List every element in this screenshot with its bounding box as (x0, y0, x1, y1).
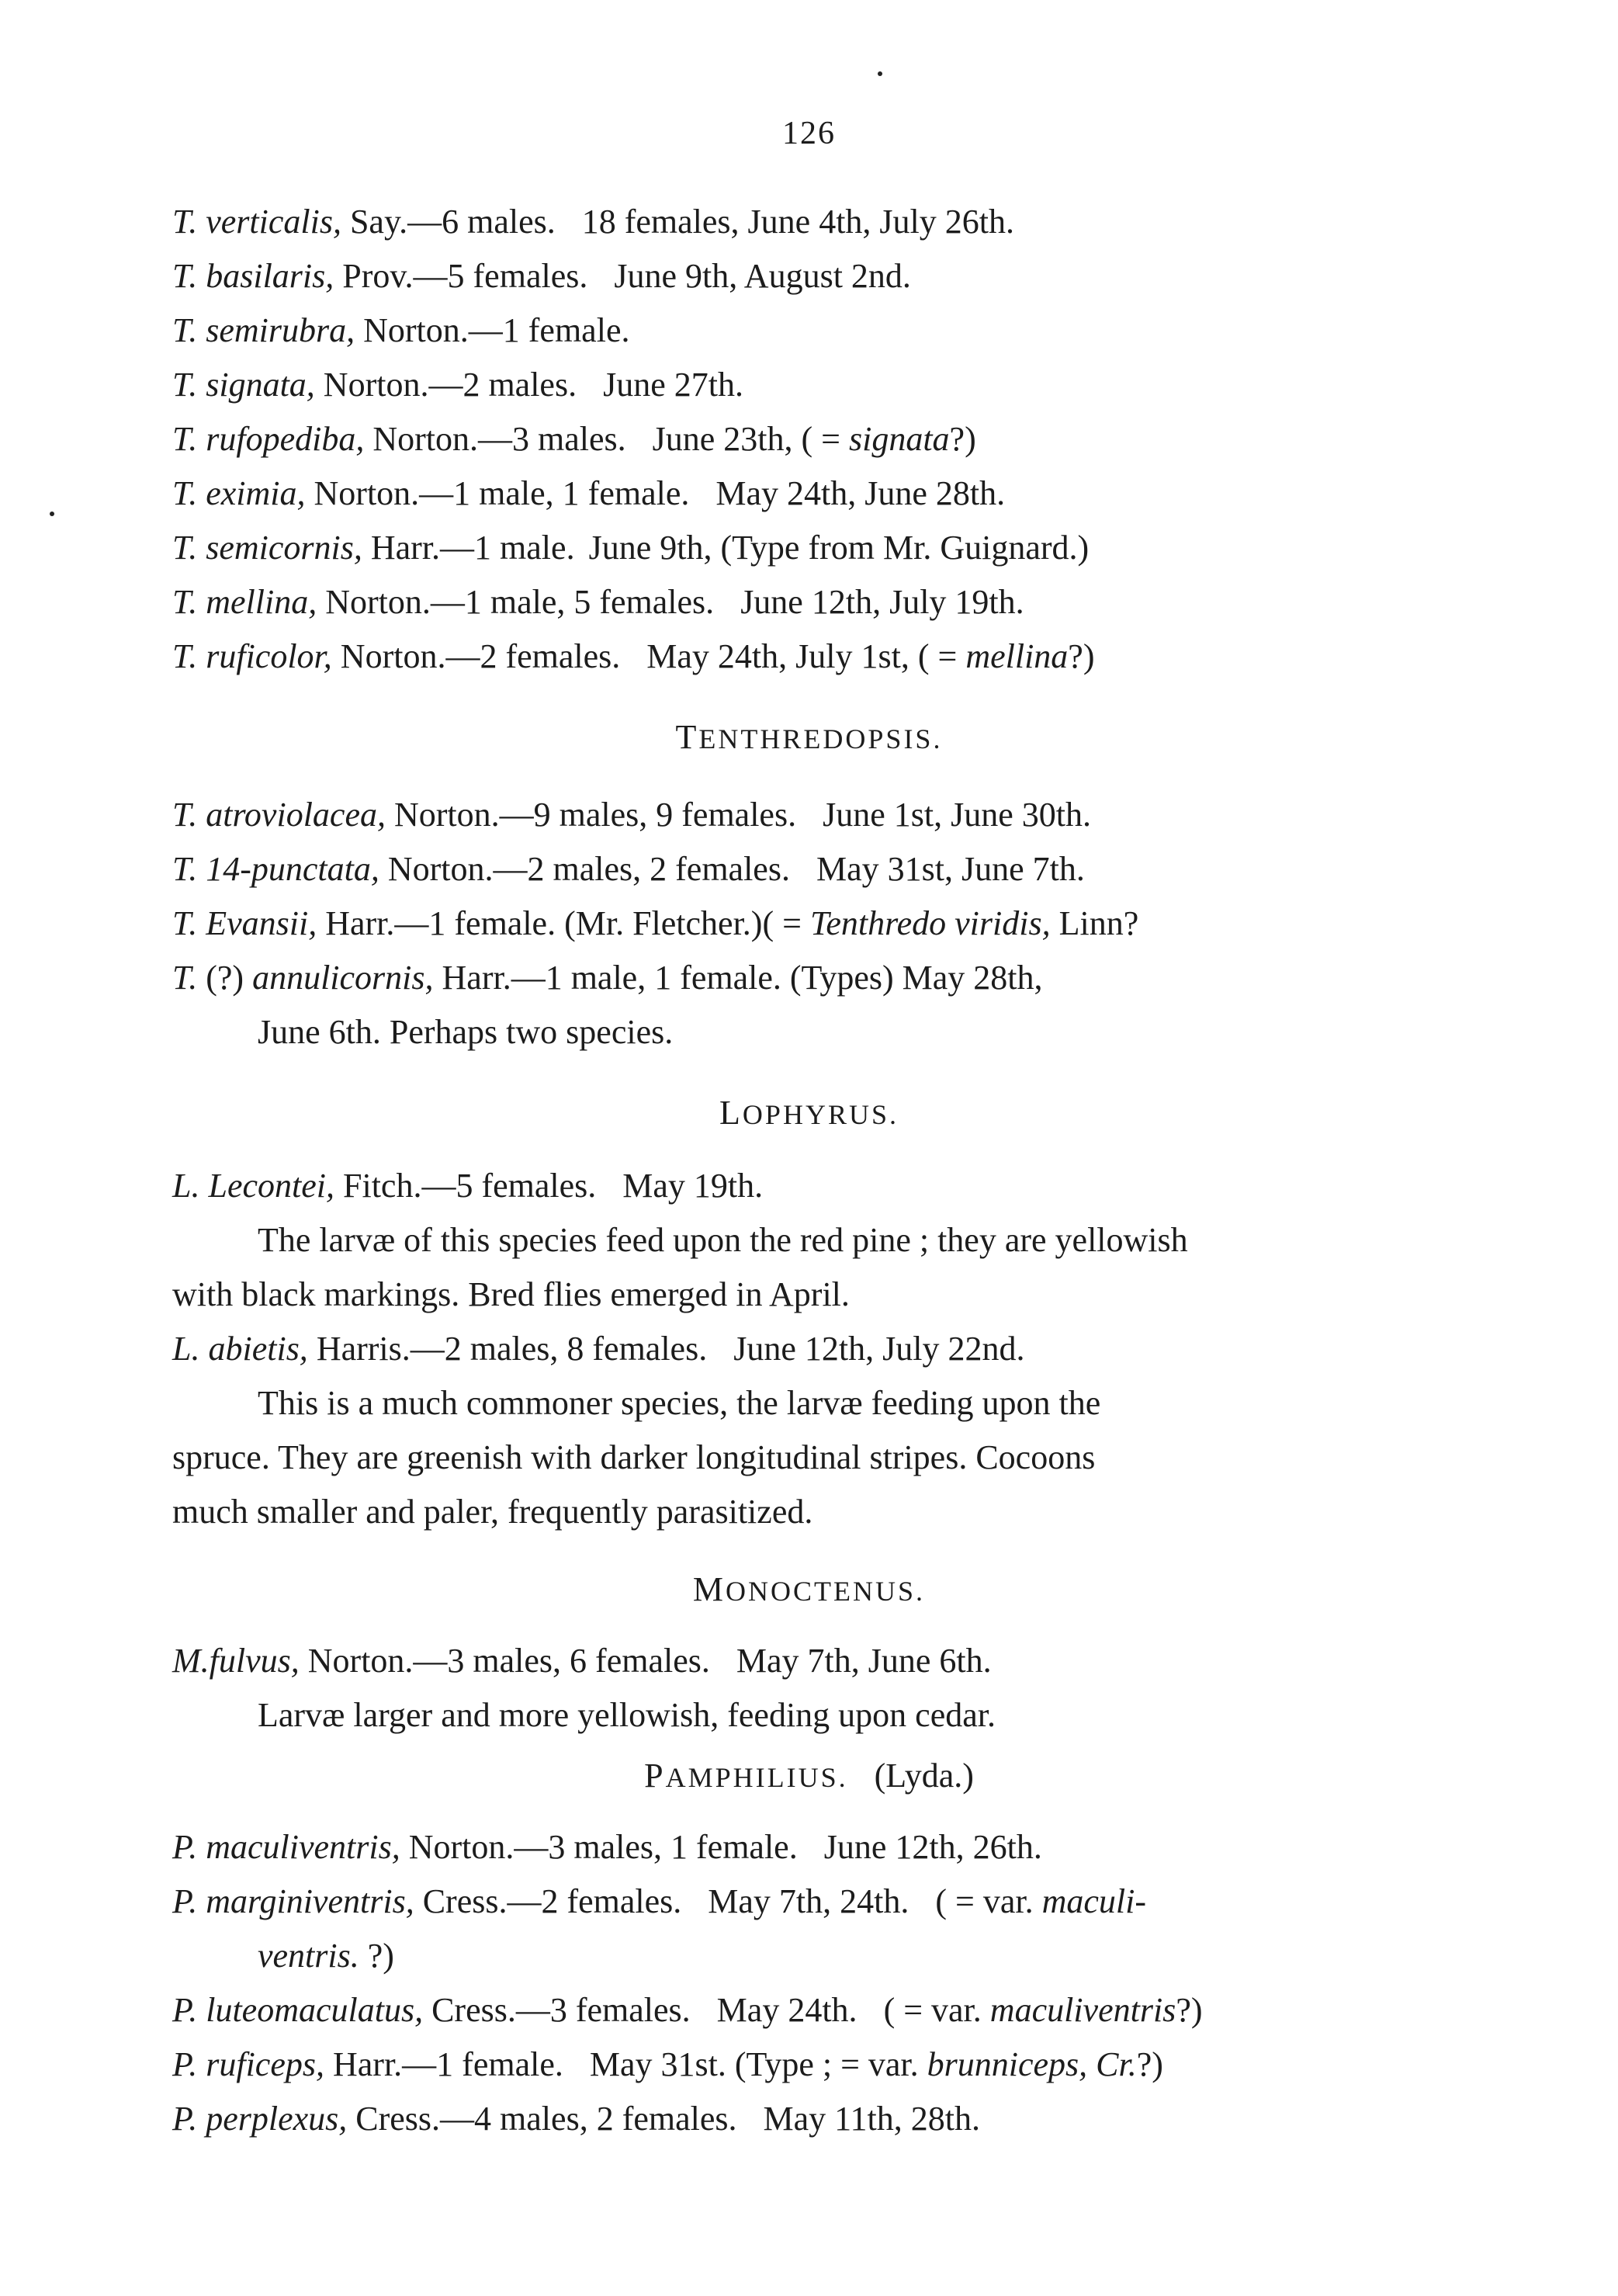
page-number: 126 (782, 116, 836, 151)
list-item: T. rufopediba, Norton.—3 males. June 23th, ( = signata?) (172, 420, 976, 458)
list-item: P. marginiventris, Cress.—2 females. May 7th, 24th. ( = var. maculi- (172, 1882, 1147, 1920)
paragraph-line: much smaller and paler, frequently parasitized. (172, 1493, 813, 1531)
list-item: T. signata, Norton.—2 males. June 27th. (172, 366, 743, 404)
paragraph-line: spruce. They are greenish with darker longitudinal stripes. Cocoons (172, 1438, 1096, 1476)
list-item: T. basilaris, Prov.—5 females. June 9th, August 2nd. (172, 257, 911, 295)
list-item: P. maculiventris, Norton.—3 males, 1 female. June 12th, 26th. (172, 1828, 1042, 1866)
continuation-line: ventris. ?) (258, 1937, 394, 1975)
list-item: T. semicornis, Harr.—1 male. June 9th, (Type from Mr. Guignard.) (172, 529, 1090, 567)
print-speck (878, 71, 882, 76)
paragraph-line: with black markings. Bred flies emerged in April. (172, 1275, 850, 1313)
list-item: P. perplexus, Cress.—4 males, 2 females. May 11th, 28th. (172, 2100, 980, 2138)
list-item: M.fulvus, Norton.—3 males, 6 females. May 7th, June 6th. (172, 1642, 992, 1680)
paragraph-line: The larvæ of this species feed upon the red pine ; they are yellowish (258, 1221, 1188, 1259)
list-item: T. eximia, Norton.—1 male, 1 female. May 24th, June 28th. (172, 474, 1006, 512)
paragraph-line: Larvæ larger and more yellowish, feeding upon cedar. (258, 1696, 996, 1734)
list-item: T. mellina, Norton.—1 male, 5 females. June 12th, July 19th. (172, 583, 1024, 621)
section-heading-monoctenus: MONOCTENUS. (692, 1570, 926, 1608)
print-speck (50, 512, 54, 516)
section-heading-lophyrus: LOPHYRUS. (719, 1094, 899, 1132)
list-item: T. (?) annulicornis, Harr.—1 male, 1 female. (Types) May 28th, (172, 959, 1043, 997)
section-heading-pamphilius: PAMPHILIUS. (Lyda.) (644, 1757, 974, 1795)
list-item: T. verticalis, Say.—6 males. 18 females, June 4th, July 26th. (172, 203, 1014, 241)
list-item: P. luteomaculatus, Cress.—3 females. May 24th. ( = var. maculiventris?) (172, 1991, 1203, 2029)
list-item: T. 14-punctata, Norton.—2 males, 2 females. May 31st, June 7th. (172, 850, 1085, 888)
list-item: T. atroviolacea, Norton.—9 males, 9 females. June 1st, June 30th. (172, 796, 1091, 834)
paragraph-line: This is a much commoner species, the larvæ feeding upon the (258, 1384, 1101, 1422)
list-item: T. ruficolor, Norton.—2 females. May 24th, July 1st, ( = mellina?) (172, 637, 1095, 675)
continuation-line: June 6th. Perhaps two species. (258, 1013, 674, 1051)
section-heading-tenthredopsis: TENTHREDOPSIS. (675, 718, 943, 756)
list-item: T. semirubra, Norton.—1 female. (172, 311, 630, 349)
list-item: T. Evansii, Harr.—1 female. (Mr. Fletcher.)( = Tenthredo viridis, Linn? (172, 904, 1139, 942)
list-item: P. ruficeps, Harr.—1 female. May 31st. (Type ; = var. brunniceps, Cr.?) (172, 2045, 1163, 2083)
list-item: L. Lecontei, Fitch.—5 females. May 19th. (172, 1167, 764, 1205)
list-item: L. abietis, Harris.—2 males, 8 females. June 12th, July 22nd. (172, 1330, 1025, 1368)
